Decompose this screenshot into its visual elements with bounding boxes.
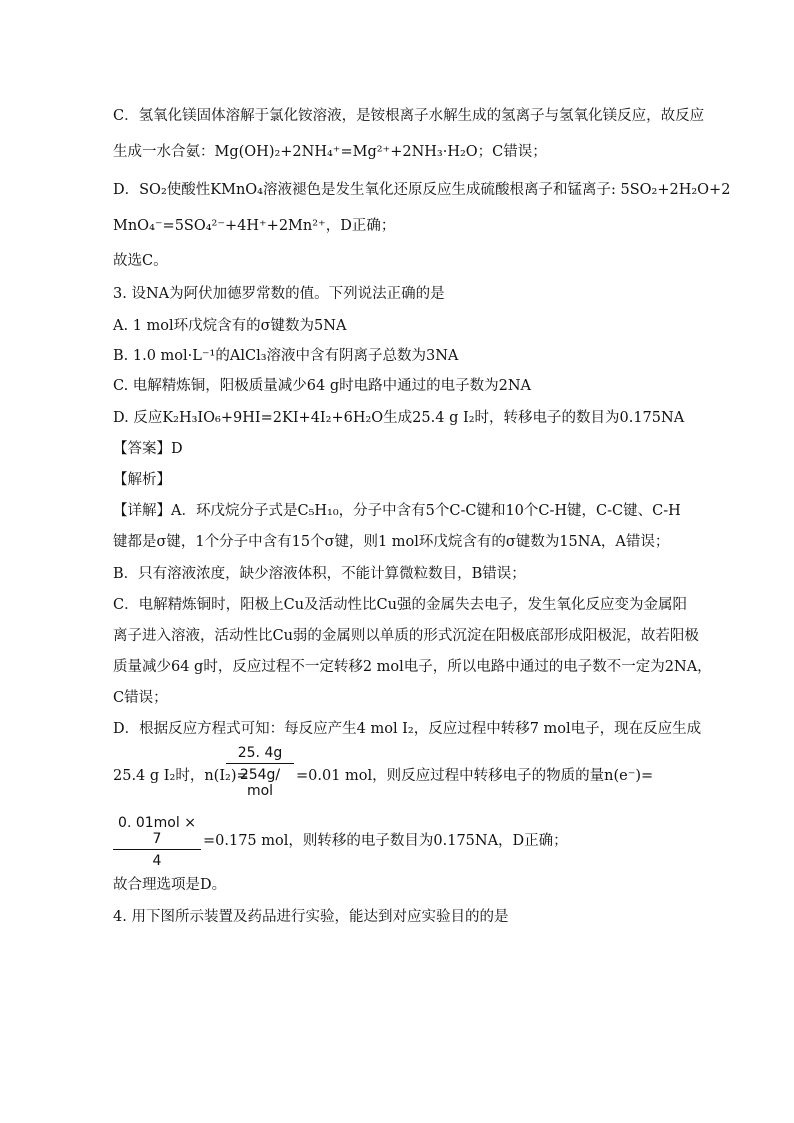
detail-a-line-2: 键都是σ键，1个分子中含有15个σ键，则1 mol环戊烷含有的σ键数为15NA，A错误； bbox=[113, 534, 670, 550]
explanation-d-line-2: MnO₄⁻=5SO₄²⁻+4H⁺+2Mn²⁺，D正确； bbox=[113, 218, 396, 234]
fraction-1-denominator: 254g/ mol bbox=[239, 767, 281, 799]
answer-line bbox=[113, 437, 183, 458]
fraction-2-denominator: 4 bbox=[152, 853, 162, 869]
detail-d-line-3-post: =0.175 mol，则转移的电子数目为0.175NA，D正确； bbox=[203, 833, 568, 849]
detail-d-line-1: D．根据反应方程式可知：每反应产生4 mol I₂，反应过程中转移7 mol电子，现在反应生成 bbox=[113, 721, 702, 737]
detail-d-line-2-pre: 25.4 g I₂时，n(I₂)= bbox=[113, 768, 249, 784]
explanation-c-line-1: C．氢氧化镁固体溶解于氯化铵溶液，是铵根离子水解生成的氢离子与氢氧化镁反应，故反应 bbox=[113, 108, 705, 124]
fraction-1-numerator: 25. 4g bbox=[226, 745, 294, 764]
detail-d-line-2-post: =0.01 mol，则反应过程中转移电子的物质的量n(e⁻)= bbox=[296, 768, 654, 784]
detail-c-line-4: C错误； bbox=[113, 690, 168, 706]
answer-value: D bbox=[171, 441, 183, 457]
option-d: D. 反应K₂H₃IO₆+9HI=2KI+4I₂+6H₂O生成25.4 g I₂时，转移电子的数目为0.175NA bbox=[113, 410, 685, 426]
option-c: C. 电解精炼铜，阳极质量减少64 g时电路中通过的电子数为2NA bbox=[113, 378, 532, 394]
choose-c: 故选C。 bbox=[113, 253, 168, 269]
conclusion: 故合理选项是D。 bbox=[113, 877, 227, 893]
detail-label: 【详解】 bbox=[113, 503, 171, 519]
answer-label: 【答案】 bbox=[113, 441, 171, 457]
detail-b-line-1: B．只有溶液浓度，缺少溶液体积，不能计算微粒数目，B错误； bbox=[113, 566, 526, 582]
detail-a-line-1: 【详解】A．环戊烷分子式是C₅H₁₀，分子中含有5个C-C键和10个C-H键，C-C键、C-H bbox=[113, 503, 681, 519]
question-4-stem: 4. 用下图所示装置及药品进行实验，能达到对应实验目的的是 bbox=[113, 909, 509, 925]
detail-c-line-3: 质量减少64 g时，反应过程不一定转移2 mol电子，所以电路中通过的电子数不一定为2NA， bbox=[113, 659, 712, 675]
question-3-stem: 3. 设NA为阿伏加德罗常数的值。下列说法正确的是 bbox=[113, 286, 445, 302]
detail-c-line-2: 离子进入溶液，活动性比Cu弱的金属则以单质的形式沉淀在阳极底部形成阳极泥，故若阳极 bbox=[113, 628, 699, 644]
analysis-label: 【解析】 bbox=[113, 472, 171, 488]
option-a: A. 1 mol环戊烷含有的σ键数为5NA bbox=[113, 318, 347, 334]
explanation-d-line-1: D．SO₂使酸性KMnO₄溶液褪色是发生氧化还原反应生成硫酸根离子和锰离子: 5SO₂+2H₂O+2 bbox=[113, 182, 731, 198]
fraction-electrons bbox=[113, 815, 201, 869]
fraction-2-numerator: 0. 01mol × 7 bbox=[113, 815, 201, 850]
detail-c-line-1: C．电解精炼铜时，阳极上Cu及活动性比Cu强的金属失去电子，发生氧化反应变为金属阳 bbox=[113, 597, 687, 613]
explanation-c-line-2: 生成一水合氨：Mg(OH)₂+2NH₄⁺=Mg²⁺+2NH₃·H₂O；C错误； bbox=[113, 144, 547, 160]
option-b: B. 1.0 mol·L⁻¹的AlCl₃溶液中含有阴离子总数为3NA bbox=[113, 348, 459, 364]
fraction-mass-over-molar-mass bbox=[226, 745, 294, 799]
